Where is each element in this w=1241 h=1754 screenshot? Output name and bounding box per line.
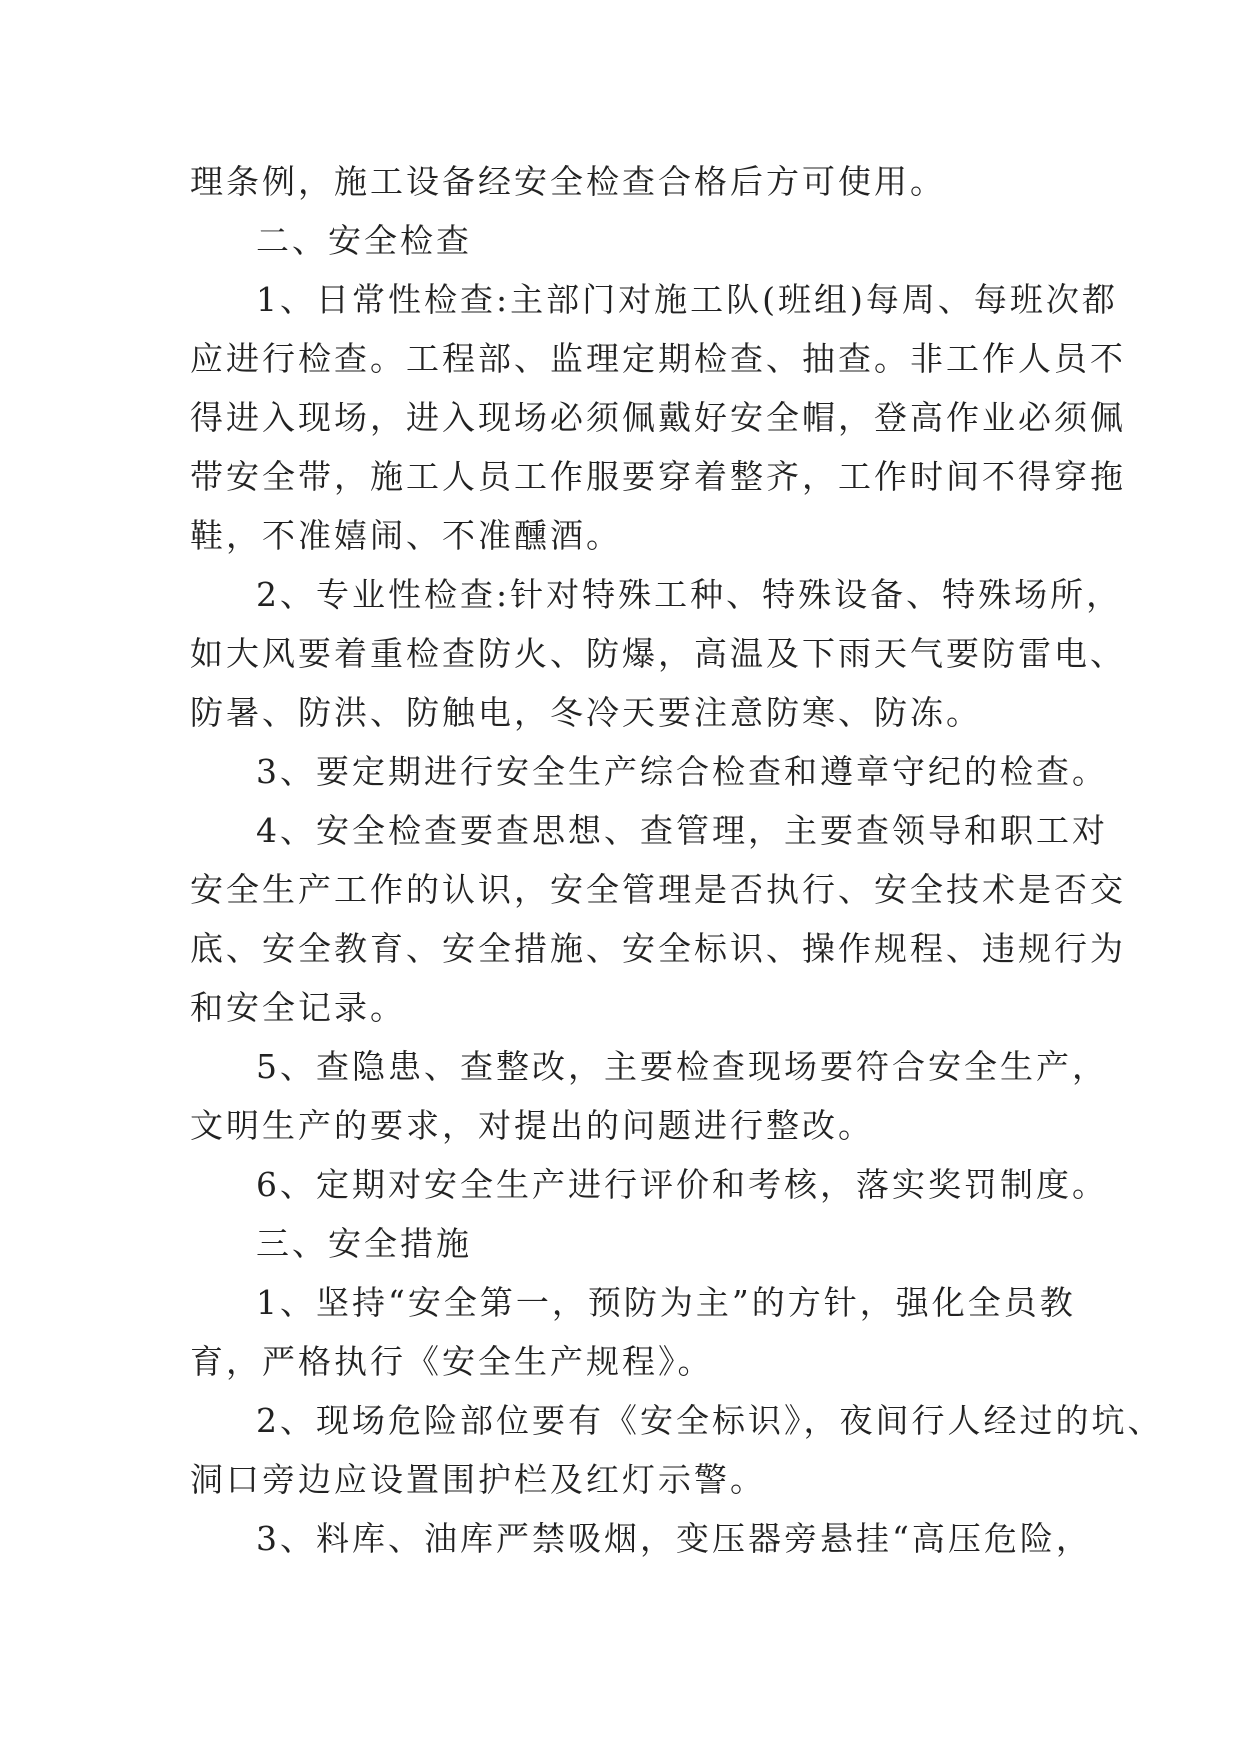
text-line-1: 理条例，施工设备经安全检查合格后方可使用。 <box>190 162 946 201</box>
text-line-23: 洞口旁边应设置围护栏及红灯示警。 <box>190 1460 766 1499</box>
text-line-12: 4、安全检查要查思想、查管理，主要查领导和职工对 <box>256 811 1108 850</box>
text-line-4: 应进行检查。工程部、监理定期检查、抽查。非工作人员不 <box>190 339 1126 378</box>
text-line-3: 1、日常性检查:主部门对施工队(班组)每周、每班次都 <box>256 280 1118 319</box>
text-line-14: 底、安全教育、安全措施、安全标识、操作规程、违规行为 <box>190 929 1126 968</box>
text-line-9: 如大风要着重检查防火、防爆，高温及下雨天气要防雷电、 <box>190 634 1126 673</box>
section-heading-safety-measures: 三、安全措施 <box>256 1224 472 1263</box>
text-line-15: 和安全记录。 <box>190 988 406 1027</box>
text-line-17: 文明生产的要求，对提出的问题进行整改。 <box>190 1106 874 1145</box>
text-line-20: 1、坚持“安全第一，预防为主”的方针，强化全员教 <box>256 1283 1076 1322</box>
text-line-6: 带安全带，施工人员工作服要穿着整齐，工作时间不得穿拖 <box>190 457 1126 496</box>
text-line-13: 安全生产工作的认识，安全管理是否执行、安全技术是否交 <box>190 870 1126 909</box>
document-body <box>190 152 1164 1568</box>
text-line-7: 鞋，不准嬉闹、不准醺酒。 <box>190 516 622 555</box>
section-heading-safety-inspection: 二、安全检查 <box>256 221 472 260</box>
text-line-8: 2、专业性检查:针对特殊工种、特殊设备、特殊场所， <box>256 575 1123 614</box>
text-line-18: 6、定期对安全生产进行评价和考核，落实奖罚制度。 <box>256 1165 1108 1204</box>
text-line-10: 防暑、防洪、防触电，冬冷天要注意防寒、防冻。 <box>190 693 982 732</box>
text-line-24: 3、料库、油库严禁吸烟，变压器旁悬挂“高压危险， <box>256 1519 1092 1558</box>
text-line-11: 3、要定期进行安全生产综合检查和遵章守纪的检查。 <box>256 752 1108 791</box>
text-line-5: 得进入现场，进入现场必须佩戴好安全帽，登高作业必须佩 <box>190 398 1126 437</box>
text-line-21: 育，严格执行《安全生产规程》。 <box>190 1342 714 1381</box>
text-line-22: 2、现场危险部位要有《安全标识》，夜间行人经过的坑、 <box>256 1401 1164 1440</box>
text-line-16: 5、查隐患、查整改，主要检查现场要符合安全生产， <box>256 1047 1108 1086</box>
